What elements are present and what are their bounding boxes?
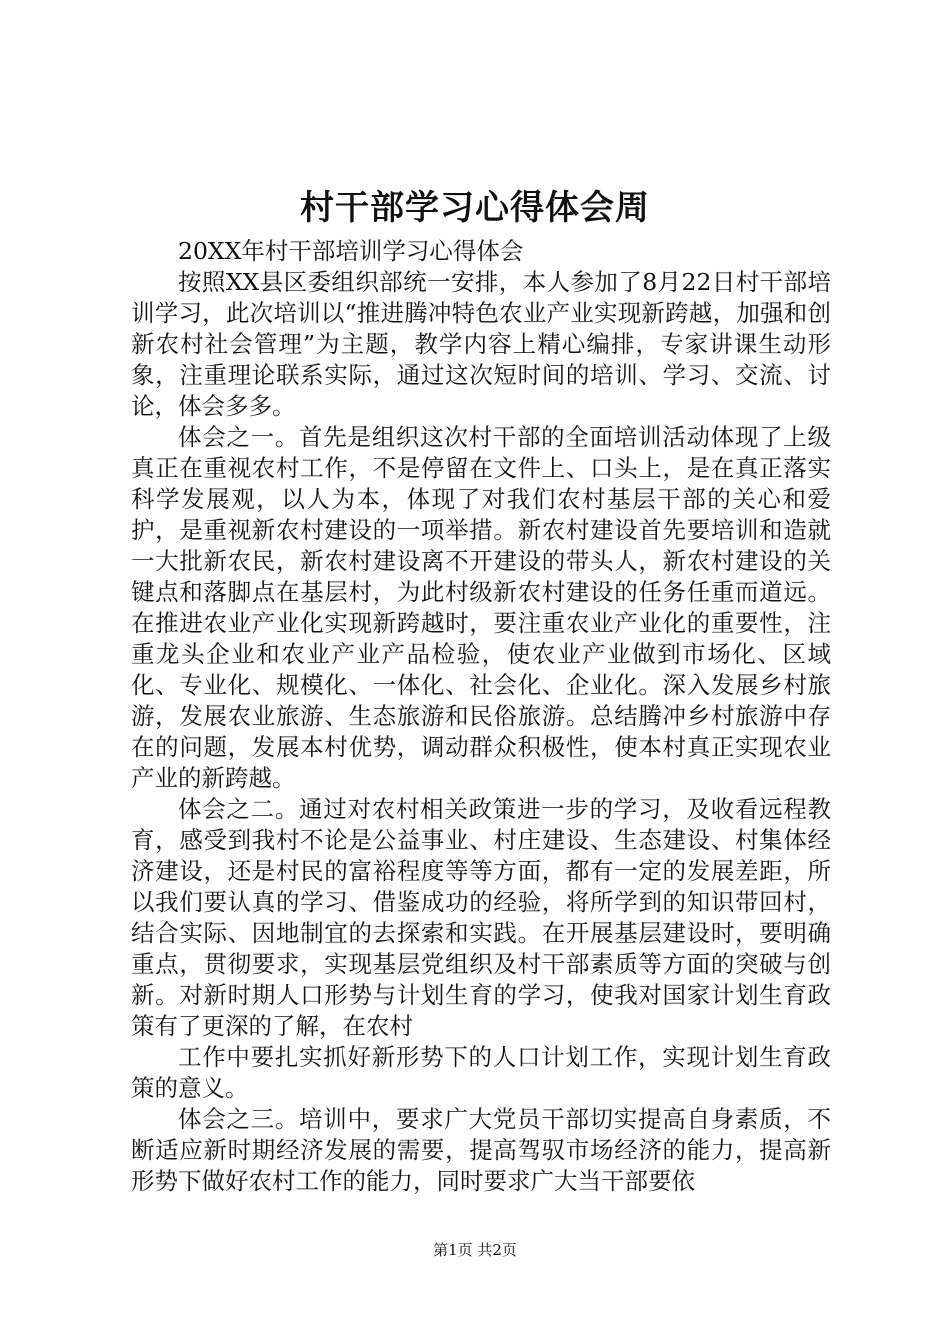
subtitle-paragraph: 20XX年村干部培训学习心得体会 — [178, 237, 524, 265]
document-body — [131, 236, 831, 1197]
continuation-paragraph: 工作中要扎实抓好新形势下的人口计划工作，实现计划生育政策的意义。 — [131, 1043, 831, 1102]
document-title: 村干部学习心得体会周 — [300, 188, 650, 228]
page-number-footer: 第1页 共2页 — [433, 1241, 517, 1259]
experience-three-paragraph: 体会之三。培训中，要求广大党员干部切实提高自身素质，不断适应新时期经济发展的需要，提高驾驭市场经济的能力，提高新形势下做好农村工作的能力，同时要求广大当干部要依 — [131, 1105, 831, 1195]
intro-paragraph: 按照XX县区委组织部统一安排，本人参加了8月22日村干部培训学习，此次培训以“推进腾冲特色农业产业实现新跨越，加强和创新农村社会管理”为主题，教学内容上精心编排，专家讲课生动形象，注重理论联系实际，通过这次短时间的培训、学习、交流、讨论，体会多多。 — [131, 268, 831, 420]
experience-one-paragraph: 体会之一。首先是组织这次村干部的全面培训活动体现了上级真正在重视农村工作，不是停留在文件上、口头上，是在真正落实科学发展观，以人为本，体现了对我们农村基层干部的关心和爱护，是重视新农村建设的一项举措。新农村建设首先要培训和造就一大批新农民，新农村建设离不开建设的带头人，新农村建设的关键点和落脚点在基层村，为此村级新农村建设的任务任重而道远。在推进农业产业化实现新跨越时，要注重农业产业化的重要性，注重龙头企业和农业产业产品检验，使农业产业做到市场化、区域化、专业化、规模化、一体化、社会化、企业化。深入发展乡村旅游，发展农业旅游、生态旅游和民俗旅游。总结腾冲乡村旅游中存在的问题，发展本村优势，调动群众积极性，使本村真正实现农业产业的新跨越。 — [131, 423, 831, 792]
experience-two-paragraph: 体会之二。通过对农村相关政策进一步的学习，及收看远程教育，感受到我村不论是公益事业、村庄建设、生态建设、村集体经济建设，还是村民的富裕程度等等方面，都有一定的发展差距，所以我们要认真的学习、借鉴成功的经验，将所学到的知识带回村，结合实际、因地制宜的去探索和实践。在开展基层建设时，要明确重点，贯彻要求，实现基层党组织及村干部素质等方面的突破与创新。对新时期人口形势与计划生育的学习，使我对国家计划生育政策有了更深的了解，在农村 — [131, 795, 831, 1040]
